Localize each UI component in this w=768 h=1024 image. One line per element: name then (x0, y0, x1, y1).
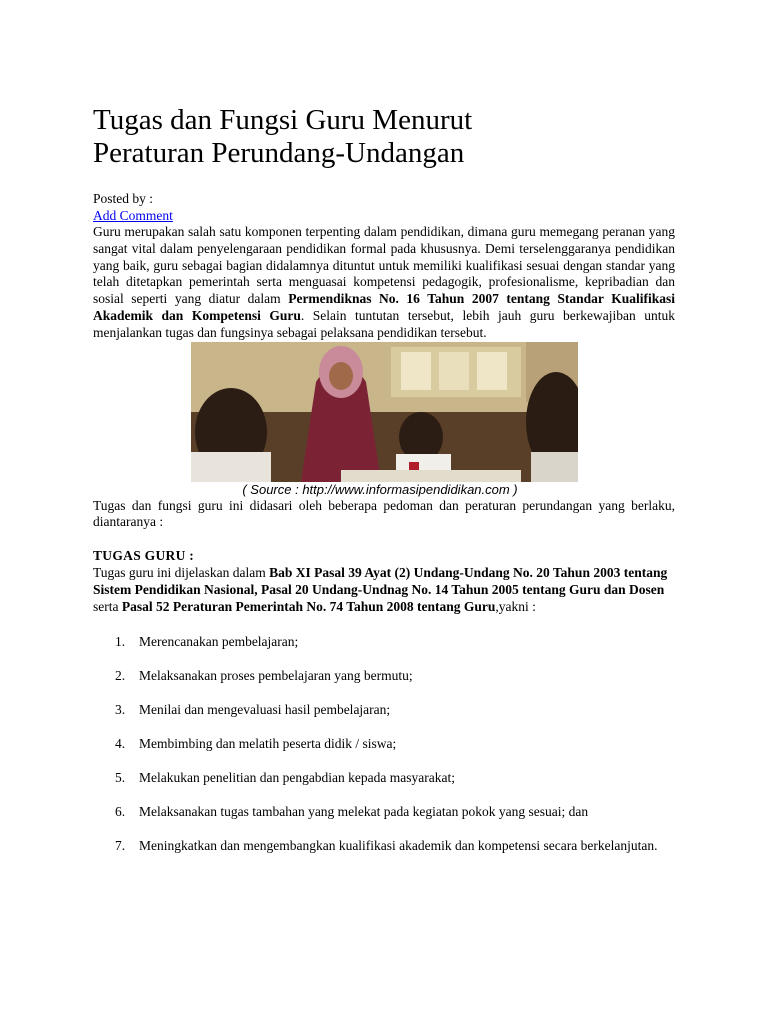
title-line-2: Peraturan Perundang-Undangan (93, 137, 465, 169)
intro-text-1: Guru merupakan salah satu komponen terpenting dalam pendidikan, dimana guru memegang peranan yang sangat vital dalam penyelengaraan pendidikan formal pada khususnya. Demi terselenggaranya pendidikan yang baik, guru sebagai bagian didalamnya dituntut untuk memiliki kualifikasi sesuai dengan standar yang telah ditetapkan pemerintah serta menguasai kompetensi pedagogik, profesionalisme, kepribadian dan sosial seperti yang diatur dalam (93, 224, 675, 307)
list-text: Melaksanakan tugas tambahan yang melekat pada kegiatan pokok yang sesuai; dan (139, 804, 589, 820)
duties-intro-text-3: ,yakni : (495, 599, 536, 615)
list-text: Menilai dan mengevaluasi hasil pembelajaran; (139, 702, 391, 718)
posted-by: Posted by : (93, 191, 154, 206)
duties-intro-text-1: Tugas guru ini dijelaskan dalam (93, 565, 270, 581)
list-number: 7. (115, 838, 126, 854)
list-text: Membimbing dan melatih peserta didik / siswa; (139, 736, 397, 752)
list-item (93, 701, 675, 718)
list-item (93, 769, 675, 786)
list-item (93, 803, 675, 820)
classroom-photo-image (191, 342, 578, 482)
list-text: Meningkatkan dan mengembangkan kualifikasi akademik dan kompetensi secara berkelanjutan. (139, 838, 658, 854)
list-number: 1. (115, 634, 126, 650)
classroom-photo (191, 342, 578, 482)
article (93, 104, 675, 871)
duties-intro-law-2: Pasal 52 Peraturan Pemerintah No. 74 Tahun 2008 tentang Guru (121, 599, 496, 615)
intro-regulation: Permendiknas No. 16 Tahun 2007 tentang Standar Kualifikasi Akademik dan Kompetensi Guru (93, 291, 676, 323)
title-line-1: Tugas dan Fungsi Guru Menurut (93, 104, 473, 136)
list-item (93, 667, 675, 684)
basis-paragraph: Tugas dan fungsi guru ini didasari oleh beberapa pedoman dan peraturan perundangan yang berlaku, diantaranya : (93, 497, 675, 530)
list-text: Melakukan penelitian dan pengabdian kepada masyarakat; (139, 770, 455, 786)
section-heading-tugas-guru: TUGAS GURU : (93, 548, 195, 564)
post-meta (93, 190, 675, 224)
list-item (93, 633, 675, 650)
list-item (93, 837, 675, 854)
list-number: 5. (115, 770, 126, 786)
list-number: 4. (115, 736, 126, 752)
duties-intro-law-1: Bab XI Pasal 39 Ayat (2) Undang-Undang No. 20 Tahun 2003 tentang Sistem Pendidikan Nasional, Pasal 20 Undang-Undnag No. 14 Tahun 2005 tentang Guru dan Dosen (93, 565, 668, 598)
image-caption: ( Source : http://www.informasipendidikan.com ) (242, 481, 518, 497)
duties-intro-text-2: serta (93, 599, 122, 615)
list-number: 2. (115, 668, 126, 684)
list-text: Melaksanakan proses pembelajaran yang bermutu; (139, 668, 413, 684)
list-number: 6. (115, 804, 126, 820)
list-text: Merencanakan pembelajaran; (139, 634, 299, 650)
article-title (93, 104, 675, 170)
duties-list (93, 633, 675, 854)
add-comment-link[interactable]: Add Comment (93, 208, 173, 223)
intro-text-2: . Selain tuntutan tersebut, lebih jauh guru berkewajiban untuk menjalankan tugas dan fungsinya sebagai pelaksana pendidikan tersebut. (93, 307, 675, 340)
duties-intro-paragraph (93, 564, 675, 615)
list-number: 3. (115, 702, 126, 718)
list-item (93, 735, 675, 752)
intro-paragraph (93, 224, 675, 342)
